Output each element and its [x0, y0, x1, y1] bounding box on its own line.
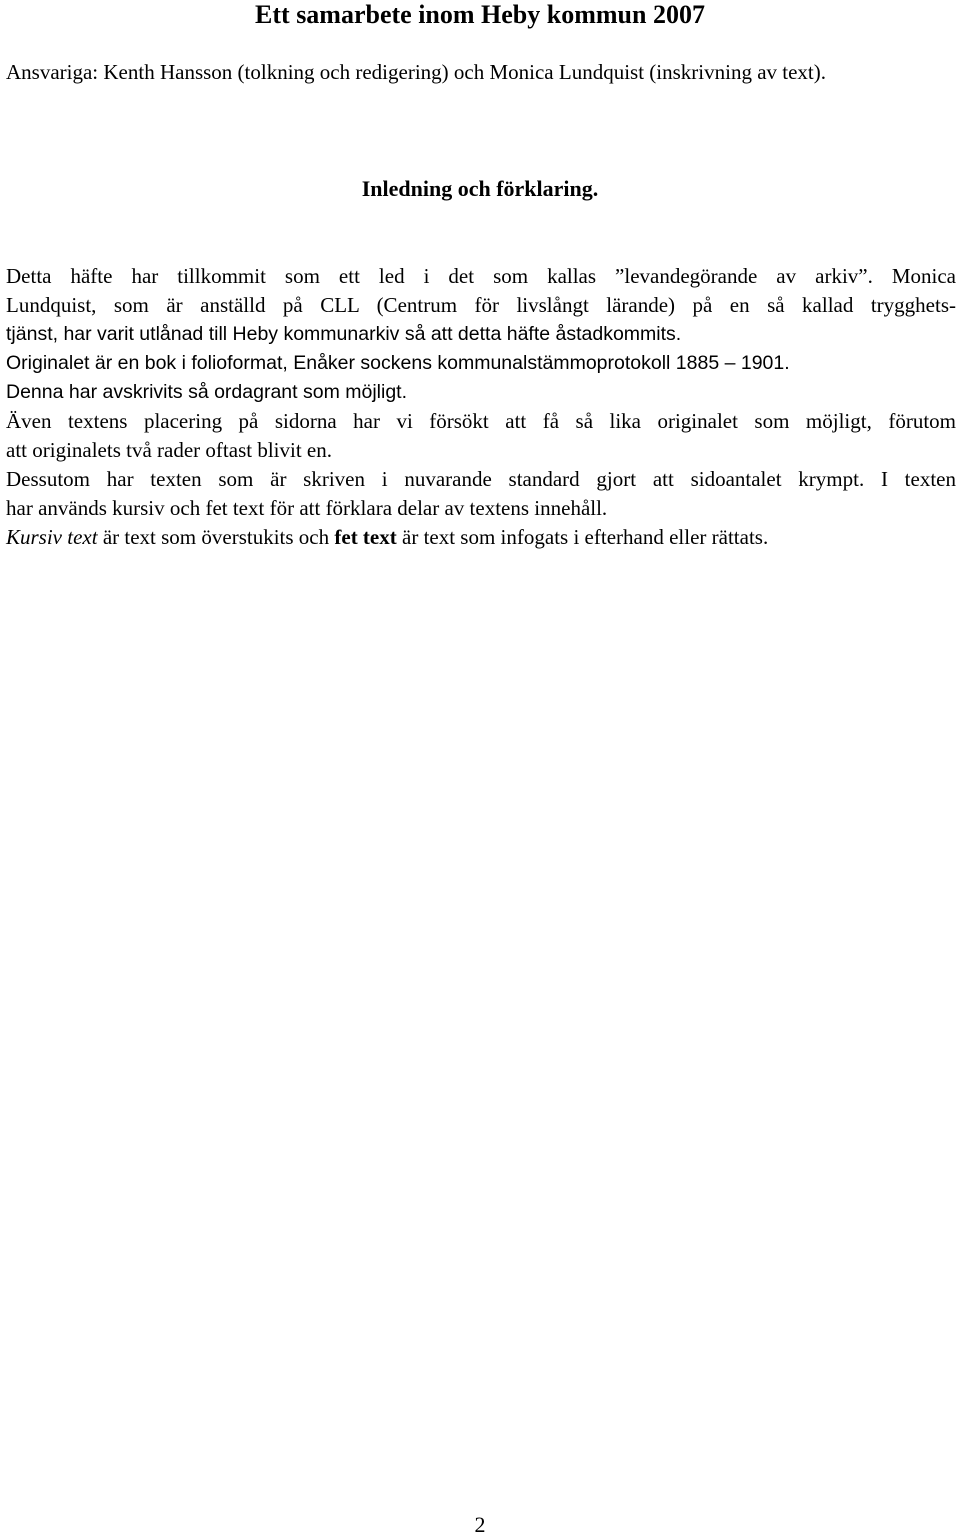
document-title: Ett samarbete inom Heby kommun 2007: [255, 0, 705, 29]
italic-example: Kursiv text: [6, 525, 98, 549]
paragraph-line-5: Denna har avskrivits så ordagrant som möjligt.: [6, 381, 407, 403]
paragraph-line-2: Lundquist, som är anställd på CLL (Centrum för livslångt lärande) på en så kallad trygghets-: [6, 293, 956, 317]
italic-explanation: är text som överstukits och: [97, 525, 335, 549]
bold-explanation: är text som infogats i efterhand eller rättats.: [396, 525, 769, 549]
paragraph-line-6: Även textens placering på sidorna har vi försökt att få så lika originalet som möjligt, förutom: [6, 409, 956, 433]
paragraph-line-4: Originalet är en bok i folioformat, Enåker sockens kommunalstämmoprotokoll 1885 – 1901.: [6, 352, 790, 374]
paragraph-line-9: har används kursiv och fet text för att förklara delar av textens innehåll.: [6, 496, 608, 520]
paragraph-line-1: Detta häfte har tillkommit som ett led i det som kallas ”levandegörande av arkiv”. Monica: [6, 264, 956, 288]
section-heading: Inledning och förklaring.: [361, 176, 599, 201]
introduction-text: [6, 262, 956, 552]
paragraph-line-8: Dessutom har texten som är skriven i nuvarande standard gjort att sidoantalet krympt. I texten: [6, 467, 956, 491]
paragraph-line-7: att originalets två rader oftast blivit en.: [6, 438, 332, 462]
legend-line: [6, 523, 956, 552]
bold-example: fet text: [334, 525, 397, 549]
responsible-line: Ansvariga: Kenth Hansson (tolkning och redigering) och Monica Lundquist (inskrivning av text).: [6, 60, 827, 84]
page-number: 2: [474, 1512, 486, 1537]
paragraph-line-3: tjänst, har varit utlånad till Heby kommunarkiv så att detta häfte åstadkommits.: [6, 323, 682, 345]
